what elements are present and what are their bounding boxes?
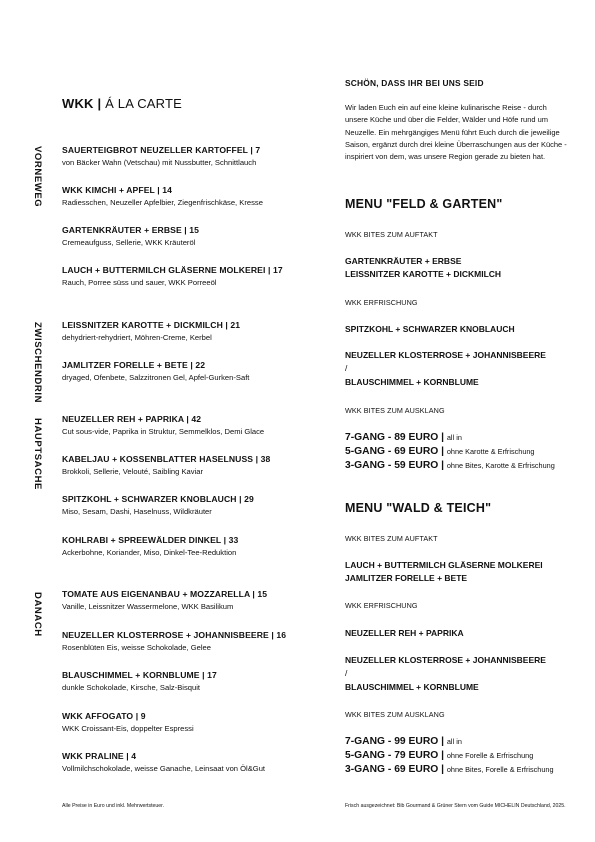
menu1-refresh: WKK ERFRISCHUNG [345,298,418,307]
menu1-bites-end: WKK BITES ZUM AUSKLANG [345,406,445,415]
dish-name: WKK KIMCHI + APFEL | 14 [62,185,173,195]
dish-name: KABELJAU + KOSSENBLATTER HASELNUSS | 38 [62,454,271,464]
menu1-slash: / [345,363,348,373]
dish-item [62,711,322,733]
menu2-price-row: 3-GANG - 69 EURO | ohne Bites, Forelle & Erfrischung [345,764,554,775]
dish-name: TOMATE AUS EIGENANBAU + MOZZARELLA | 15 [62,589,268,599]
dish-description: WKK Croissant-Eis, doppelter Espressi [62,724,194,733]
dish-item [62,494,322,516]
dish-name: NEUZELLER KLOSTERROSE + JOHANNISBEERE | 16 [62,630,287,640]
dish-name: LEISSNITZER KAROTTE + DICKMILCH | 21 [62,320,241,330]
menu1-course: GARTENKRÄUTER + ERBSE [345,256,462,266]
menu1-price-row: 7-GANG - 89 EURO | all in [345,432,462,443]
menu1-price-row: 3-GANG - 59 EURO | ohne Bites, Karotte & Erfrischung [345,460,555,471]
menu2-bites-end: WKK BITES ZUM AUSKLANG [345,710,445,719]
section-label-hauptsache: HAUPTSACHE [32,418,43,490]
dish-description: Vanille, Leissnitzer Wassermelone, WKK Basilikum [62,602,234,611]
dish-item [62,589,322,611]
menu1-course: SPITZKOHL + SCHWARZER KNOBLAUCH [345,324,515,334]
dish-item [62,414,322,436]
dish-name: JAMLITZER FORELLE + BETE | 22 [62,360,206,370]
dish-item [62,320,322,342]
menu2-slash: / [345,668,348,678]
dish-name: KOHLRABI + SPREEWÄLDER DINKEL | 33 [62,535,239,545]
dish-name: WKK PRALINE | 4 [62,751,137,761]
dish-description: Radiesschen, Neuzeller Apfelbier, Ziegenfrischkäse, Kresse [62,198,263,207]
welcome-text: Wir laden Euch ein auf eine kleine kulinarische Reise - durch unsere Küche und über die Felder, Wälder und Höfe rund um Neuzelle. Ein mehrgängiges Menü führt Euch durch die jeweilige Saison, ergänzt durch drei kleine Überraschungen aus der Küche - inspiriert von dem, was unsere Region gerade zu bieten hat. [345,103,567,162]
dish-item [62,535,322,557]
welcome-title: SCHÖN, DASS IHR BEI UNS SEID [345,78,484,88]
menu1-dessert-1: NEUZELLER KLOSTERROSE + JOHANNISBEERE [345,350,546,360]
menu2-dessert-1: NEUZELLER KLOSTERROSE + JOHANNISBEERE [345,655,546,665]
menu2-price-row: 7-GANG - 99 EURO | all in [345,736,462,747]
dish-item [62,454,322,476]
dish-item [62,225,322,247]
dish-description: von Bäcker Wahn (Vetschau) mit Nussbutter, Schnittlauch [62,158,257,167]
menu2-course: LAUCH + BUTTERMILCH GLÄSERNE MOLKEREI [345,560,543,570]
menu2-course: JAMLITZER FORELLE + BETE [345,573,468,583]
section-label-zwischendrin: ZWISCHENDRIN [32,322,43,404]
dish-name: LAUCH + BUTTERMILCH GLÄSERNE MOLKEREI | 17 [62,265,283,275]
dish-item [62,751,322,773]
menu1-bites-start: WKK BITES ZUM AUFTAKT [345,230,438,239]
dish-description: dunkle Schokolade, Kirsche, Salz-Bisquit [62,683,201,692]
menu2-refresh: WKK ERFRISCHUNG [345,601,418,610]
dish-description: Rauch, Porree süss und sauer, WKK Porreeöl [62,278,217,287]
dish-name: WKK AFFOGATO | 9 [62,711,146,721]
dish-name: NEUZELLER REH + PAPRIKA | 42 [62,414,202,424]
michelin-footnote: Frisch ausgezeichnet: Bib Gourmand & Grüner Stern vom Guide MICHELIN Deutschland, 2025. [345,803,566,809]
dish-item [62,670,322,692]
page-title [62,96,182,111]
menu1-course: LEISSNITZER KAROTTE + DICKMILCH [345,269,502,279]
menu2-course: NEUZELLER REH + PAPRIKA [345,628,464,638]
dish-name: GARTENKRÄUTER + ERBSE | 15 [62,225,200,235]
menu-wald-teich-title: MENU "WALD & TEICH" [345,501,492,515]
menu2-price-row: 5-GANG - 79 EURO | ohne Forelle & Erfrischung [345,750,534,761]
menu2-bites-start: WKK BITES ZUM AUFTAKT [345,534,438,543]
dish-description: dehydriert-rehydriert, Möhren-Creme, Kerbel [62,333,212,342]
dish-item [62,145,322,167]
page-title-main: WKK [62,96,94,111]
menu1-price-row: 5-GANG - 69 EURO | ohne Karotte & Erfrischung [345,446,535,457]
menu-feld-garten-title: MENU "FELD & GARTEN" [345,197,503,211]
dish-name: BLAUSCHIMMEL + KORNBLUME | 17 [62,670,217,680]
section-label-danach: DANACH [32,592,43,637]
dish-description: dryaged, Ofenbete, Salzzitronen Gel, Apfel-Gurken-Saft [62,373,250,382]
dish-description: Cut sous-vide, Paprika in Struktur, Semmelklos, Demi Glace [62,427,265,436]
price-footnote: Alle Preise in Euro und inkl. Mehrwertsteuer. [62,803,165,809]
dish-item [62,360,322,382]
dish-item [62,265,322,287]
dish-description: Vollmilchschokolade, weisse Ganache, Leinsaat von Öl&Gut [62,764,266,773]
dish-name: SPITZKOHL + SCHWARZER KNOBLAUCH | 29 [62,494,254,504]
dish-item [62,185,322,207]
dish-description: Rosenblüten Eis, weisse Schokolade, Gelee [62,643,212,652]
dish-description: Ackerbohne, Koriander, Miso, Dinkel-Tee-Reduktion [62,548,237,557]
menu1-dessert-2: BLAUSCHIMMEL + KORNBLUME [345,377,479,387]
page-title-sub: Á LA CARTE [105,96,183,111]
dish-description: Cremeaufguss, Sellerie, WKK Kräuteröl [62,238,196,247]
menu2-dessert-2: BLAUSCHIMMEL + KORNBLUME [345,682,479,692]
page-title-sep: | [93,96,106,111]
dish-name: SAUERTEIGBROT NEUZELLER KARTOFFEL | 7 [62,145,261,155]
dish-description: Miso, Sesam, Dashi, Haselnuss, Wildkräuter [62,507,212,516]
dish-description: Brokkoli, Sellerie, Velouté, Saibling Kaviar [62,467,203,476]
dish-item [62,630,322,652]
section-label-vorneweg: VORNEWEG [32,146,43,208]
